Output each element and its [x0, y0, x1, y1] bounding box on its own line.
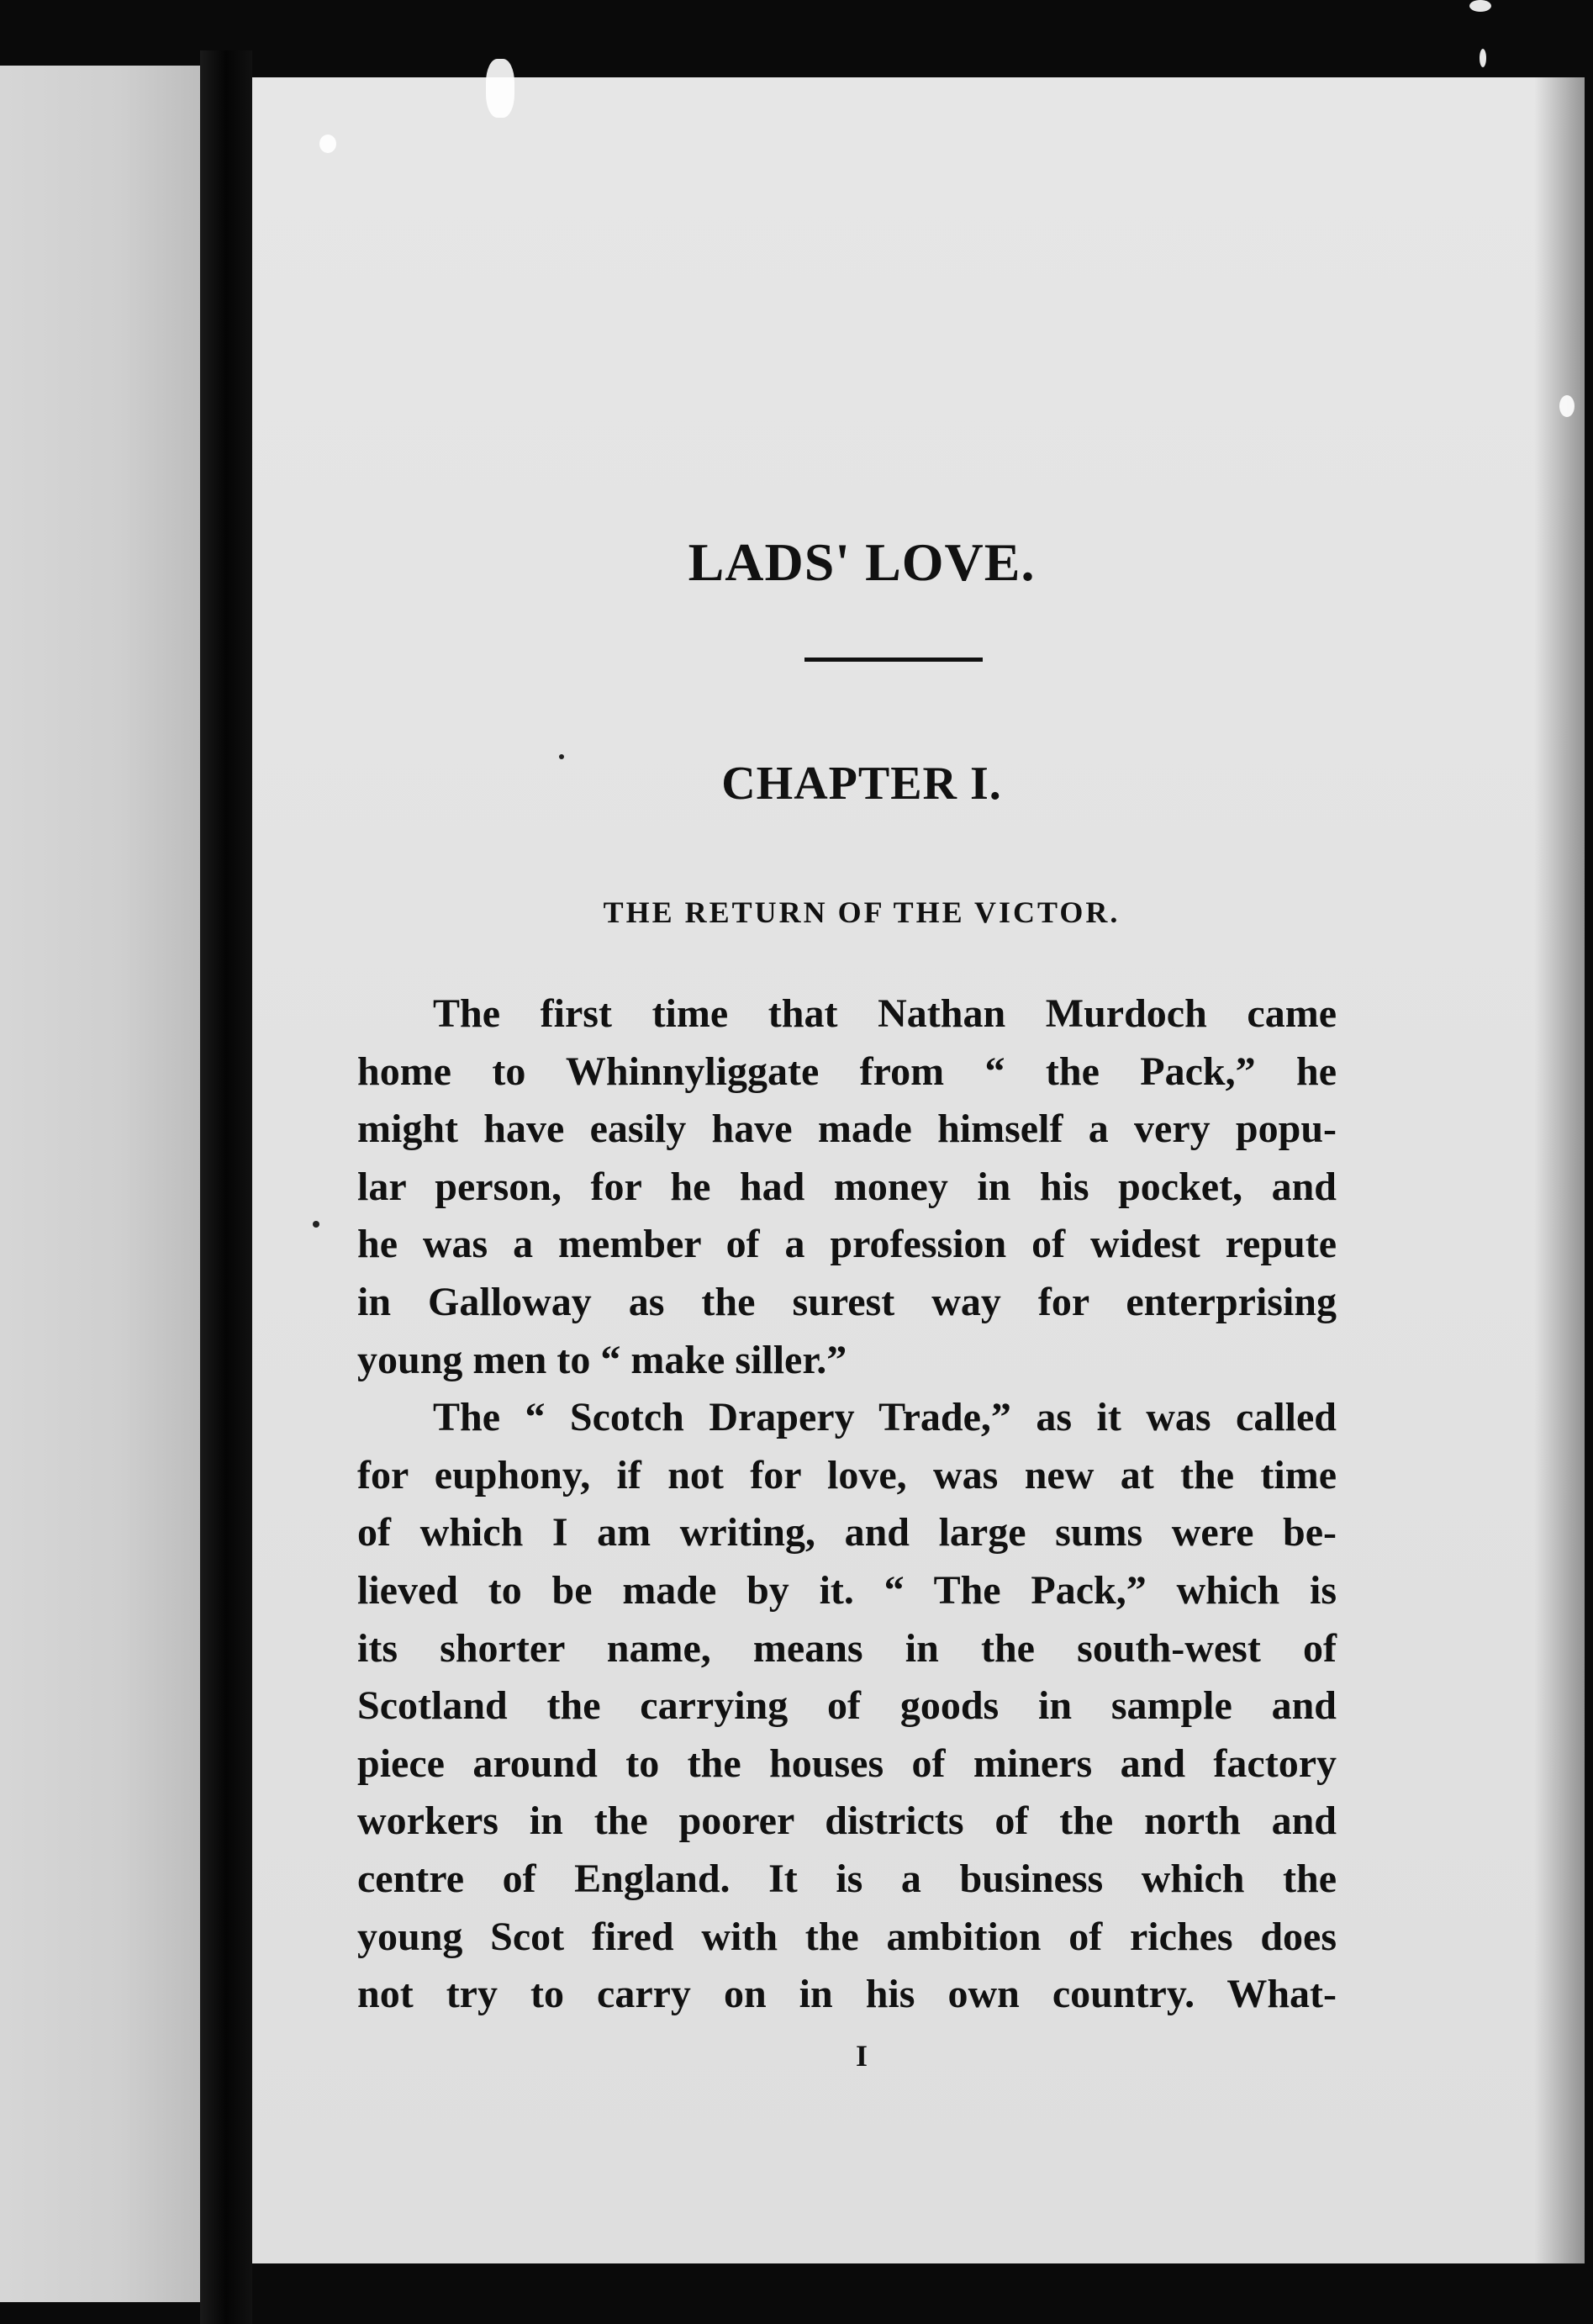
text-line: lar person, for he had money in his pocket, and — [357, 1164, 1337, 1209]
scan-speck — [1559, 395, 1575, 417]
text-line: The “ Scotch Drapery Trade,” as it was called — [433, 1395, 1337, 1440]
book-gutter — [200, 50, 252, 2324]
text-line: might have easily have made himself a very popu- — [357, 1107, 1337, 1152]
text-line: young men to “ make siller.” — [357, 1337, 847, 1382]
scan-speck — [1469, 0, 1491, 12]
text-line: centre of England. It is a business which the — [357, 1856, 1337, 1901]
scan-speck — [559, 754, 564, 759]
text-line: piece around to the houses of miners and factory — [357, 1740, 1337, 1786]
text-line: its shorter name, means in the south-west of — [357, 1625, 1337, 1671]
text-line: of which I am writing, and large sums were be- — [357, 1510, 1337, 1555]
text-line: he was a member of a profession of widest repute — [357, 1222, 1337, 1267]
text-line: workers in the poorer districts of the north and — [357, 1798, 1337, 1844]
text-line: young Scot fired with the ambition of riches does — [357, 1914, 1337, 1959]
scan-speck — [319, 135, 336, 153]
text-line: for euphony, if not for love, was new at the time — [357, 1452, 1337, 1497]
scan-speck — [1480, 49, 1486, 67]
scan-speck — [313, 1221, 319, 1228]
text-line: Scotland the carrying of goods in sample and — [357, 1683, 1337, 1729]
title-rule — [804, 658, 983, 662]
text-line: The first time that Nathan Murdoch came — [433, 991, 1337, 1036]
book-title: LADS' LOVE. — [688, 532, 1036, 592]
chapter-heading: CHAPTER I. — [721, 758, 1002, 810]
text-line: lieved to be made by it. “ The Pack,” which is — [357, 1567, 1337, 1613]
adjacent-page-edge — [0, 66, 200, 2302]
book-page — [252, 77, 1585, 2263]
text-line: in Galloway as the surest way for enterprising — [357, 1279, 1337, 1324]
text-line: home to Whinnyliggate from “ the Pack,” he — [357, 1048, 1337, 1094]
scan-speck — [486, 59, 514, 118]
body-text — [357, 985, 1337, 2024]
page-number: I — [855, 2039, 868, 2073]
text-line: not try to carry on in his own country. What- — [357, 1972, 1337, 2017]
chapter-subtitle: THE RETURN OF THE VICTOR. — [603, 895, 1121, 929]
